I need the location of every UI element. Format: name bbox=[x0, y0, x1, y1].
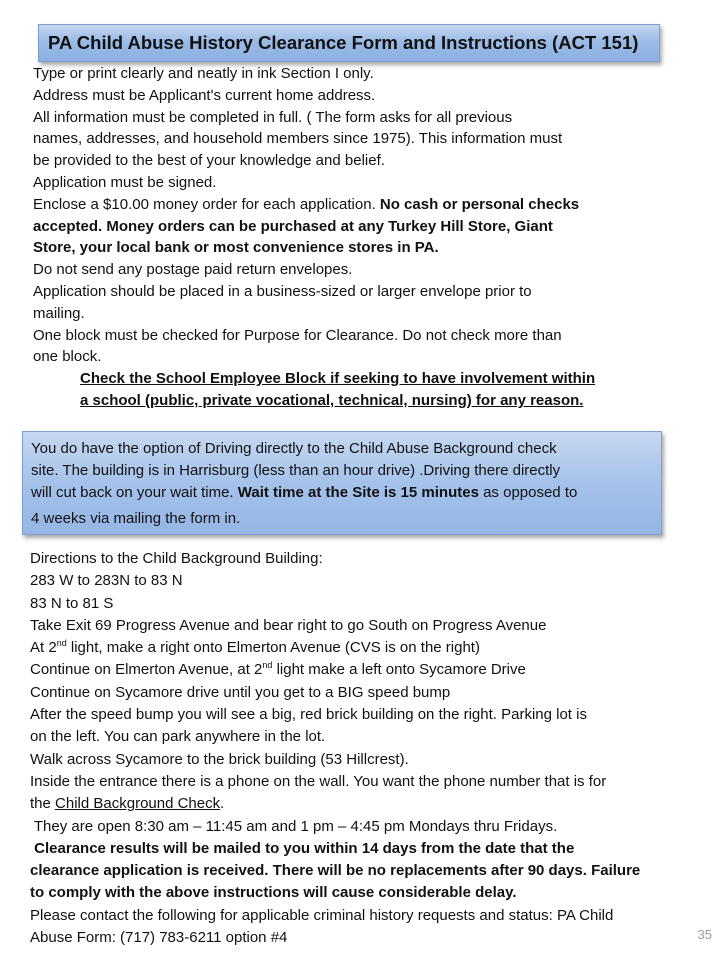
ordinal-suffix: nd bbox=[56, 638, 67, 649]
step-text: light make a left onto Sycamore Drive bbox=[272, 661, 526, 679]
direction-step: Take Exit 69 Progress Avenue and bear right to go South on Progress Avenue bbox=[30, 616, 547, 634]
step-text: At 2 bbox=[30, 639, 57, 657]
page-title: PA Child Abuse History Clearance Form and Instructions (ACT 151) bbox=[48, 32, 639, 53]
results-notice: Clearance results will be mailed to you within 14 days from the date that the bbox=[30, 839, 575, 857]
no-cash-warning: No cash or personal checks bbox=[379, 195, 580, 213]
ordinal-suffix: nd bbox=[262, 660, 273, 671]
wait-time-highlight: Wait time at the Site is 15 minutes bbox=[237, 484, 479, 501]
office-hours: They are open 8:30 am – 11:45 am and 1 pm – 4:45 pm Mondays thru Fridays. bbox=[30, 817, 558, 835]
instruction-line: Do not send any postage paid return envelopes. bbox=[33, 261, 353, 279]
instruction-line: Application should be placed in a business-sized or larger envelope prior to bbox=[33, 282, 532, 300]
instruction-line: names, addresses, and household members since 1975). This information must bbox=[33, 130, 563, 148]
direction-step: Inside the entrance there is a phone on the wall. You want the phone number that is for bbox=[30, 772, 607, 790]
instruction-line: One block must be checked for Purpose for Clearance. Do not check more than bbox=[33, 326, 562, 344]
instructions-section bbox=[33, 63, 653, 412]
money-order-line: accepted. Money orders can be purchased at any Turkey Hill Store, Giant bbox=[33, 217, 553, 235]
school-note-line bbox=[33, 390, 653, 412]
direction-step bbox=[30, 793, 710, 815]
results-notice: clearance application is received. There will be no replacements after 90 days. Failure bbox=[30, 862, 641, 880]
callout-text-end: as opposed to bbox=[478, 484, 578, 501]
contact-info: Please contact the following for applicable criminal history requests and status: PA Child bbox=[30, 906, 614, 924]
instruction-line: mailing. bbox=[33, 304, 85, 322]
direction-step: 283 W to 283N to 83 N bbox=[30, 572, 183, 590]
step-text: the bbox=[30, 795, 56, 813]
callout-text bbox=[31, 438, 661, 534]
school-note-period: . bbox=[579, 391, 584, 409]
callout-text-normal: will cut back on your wait time. bbox=[31, 484, 238, 501]
direction-step: Walk across Sycamore to the brick building (53 Hillcrest). bbox=[30, 750, 409, 768]
school-note-text: a school (public, private vocational, technical, nursing) for any reason bbox=[80, 391, 580, 409]
callout-line: You do have the option of Driving directly to the Child Abuse Background check bbox=[31, 440, 557, 457]
callout-line bbox=[31, 482, 661, 504]
directions-section bbox=[30, 548, 710, 949]
child-background-check-label: Child Background Check bbox=[55, 795, 221, 813]
page-number: 35 bbox=[697, 927, 712, 942]
instruction-line: one block. bbox=[33, 348, 102, 366]
school-note-line: Check the School Employee Block if seeking to have involvement within bbox=[80, 370, 596, 388]
direction-step: After the speed bump you will see a big, red brick building on the right. Parking lot is bbox=[30, 706, 587, 724]
step-text: Continue on Elmerton Avenue, at 2 bbox=[30, 661, 263, 679]
direction-step: Continue on Sycamore drive until you get to a BIG speed bump bbox=[30, 683, 451, 701]
money-order-line bbox=[33, 194, 653, 216]
instruction-line: Application must be signed. bbox=[33, 173, 217, 191]
title-banner bbox=[38, 24, 660, 62]
direction-step bbox=[30, 659, 710, 681]
instruction-line: be provided to the best of your knowledge and belief. bbox=[33, 152, 385, 170]
money-order-text: Enclose a $10.00 money order for each application. bbox=[33, 195, 380, 213]
direction-step: 83 N to 81 S bbox=[30, 594, 114, 612]
step-text: . bbox=[220, 795, 225, 813]
results-notice: to comply with the above instructions will cause considerable delay. bbox=[30, 884, 517, 902]
contact-info: Abuse Form: (717) 783-6211 option #4 bbox=[30, 929, 288, 947]
driving-option-callout bbox=[22, 431, 662, 535]
direction-step bbox=[30, 637, 710, 659]
directions-heading: Directions to the Child Background Building: bbox=[30, 550, 323, 567]
callout-line: 4 weeks via mailing the form in. bbox=[31, 510, 241, 527]
money-order-line: Store, your local bank or most convenience stores in PA. bbox=[33, 239, 439, 257]
instruction-line: All information must be completed in full. ( The form asks for all previous bbox=[33, 108, 513, 126]
callout-line: site. The building is in Harrisburg (less than an hour drive) .Driving there directly bbox=[31, 462, 561, 479]
step-text: light, make a right onto Elmerton Avenue (CVS is on the right) bbox=[66, 639, 480, 657]
direction-step: on the left. You can park anywhere in the lot. bbox=[30, 728, 326, 746]
instruction-line: Address must be Applicant's current home address. bbox=[33, 86, 376, 104]
instruction-line: Type or print clearly and neatly in ink Section I only. bbox=[33, 65, 374, 82]
